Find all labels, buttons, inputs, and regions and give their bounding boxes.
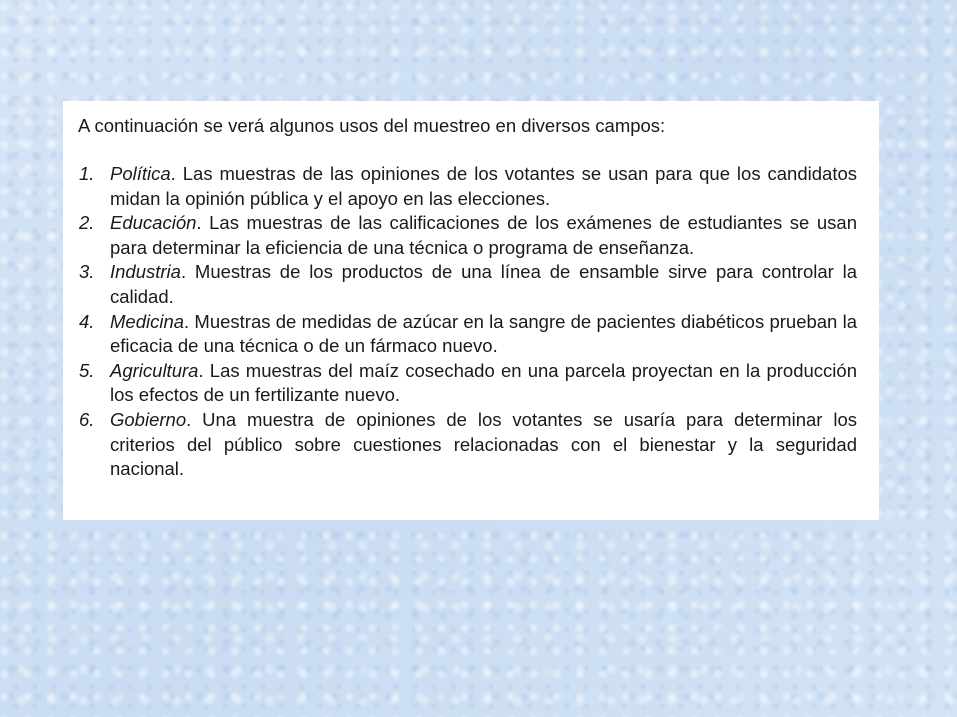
intro-text: A continuación se verá algunos usos del muestreo en diversos campos: xyxy=(78,115,666,136)
item-number: 4. xyxy=(79,310,95,332)
item-number: 2. xyxy=(79,212,95,234)
item-text: . Una muestra de opiniones de los votantes se usaría para determinar los criterios del público sobre cuestiones relacionadas con el bienestar y la seguridad nacional. xyxy=(110,408,857,480)
item-number: 5. xyxy=(79,359,95,381)
list-item-educacion xyxy=(78,211,857,260)
document-panel xyxy=(63,101,879,520)
list-item-gobierno xyxy=(78,408,857,482)
item-text: . Las muestras de las calificaciones de los exámenes de estudiantes se usan para determinar la eficiencia de una técnica o programa de enseñanza. xyxy=(110,212,857,258)
item-term: Agricultura xyxy=(110,359,199,381)
item-text: . Muestras de los productos de una línea de ensamble sirve para controlar la calidad. xyxy=(110,261,857,307)
list-item-agricultura xyxy=(78,359,857,408)
item-text: . Las muestras del maíz cosechado en una parcela proyectan en la producción los efectos de un fertilizante nuevo. xyxy=(110,359,857,406)
item-number: 6. xyxy=(79,408,95,430)
item-term: Educación xyxy=(110,212,197,234)
item-text: . Muestras de medidas de azúcar en la sangre de pacientes diabéticos prueban la eficacia de una técnica o de un fármaco nuevo. xyxy=(110,310,857,357)
item-term: Política xyxy=(110,163,171,184)
item-term: Medicina xyxy=(110,310,185,332)
item-number: 1. xyxy=(79,163,95,184)
item-text: . Las muestras de las opiniones de los votantes se usan para que los candidatos midan la opinión pública y el apoyo en las elecciones. xyxy=(110,163,857,209)
list-item-industria xyxy=(78,260,857,309)
item-term: Industria xyxy=(110,261,181,283)
list-item-medicina xyxy=(78,310,857,359)
item-term: Gobierno xyxy=(110,408,187,430)
list-item-politica xyxy=(78,162,857,211)
item-number: 3. xyxy=(79,261,95,283)
uses-list xyxy=(78,162,857,482)
